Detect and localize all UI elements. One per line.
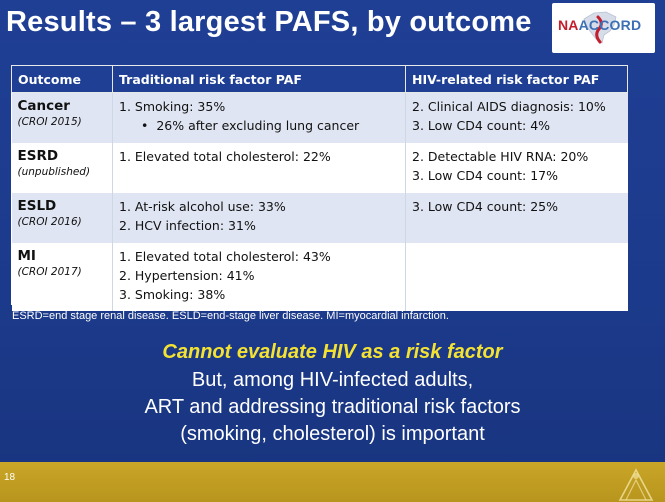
table-row bbox=[12, 193, 628, 243]
table-header-row bbox=[12, 66, 628, 93]
traditional-factor: 1. Elevated total cholesterol: 43% bbox=[119, 249, 331, 264]
footnote: ESRD=end stage renal disease. ESLD=end-stage liver disease. MI=myocardial infarction. bbox=[12, 310, 449, 322]
hiv-factor-empty bbox=[406, 243, 628, 311]
traditional-factor: 1. Smoking: 35% bbox=[119, 99, 226, 114]
header-outcome: Outcome bbox=[12, 66, 113, 93]
outcome-name: MI bbox=[17, 248, 36, 264]
traditional-factor: 1. At-risk alcohol use: 33% bbox=[119, 199, 286, 214]
traditional-factor: 3. Smoking: 38% bbox=[119, 287, 226, 302]
conclusion-line: (smoking, cholesterol) is important bbox=[180, 423, 485, 445]
traditional-subpoint: • 26% after excluding lung cancer bbox=[141, 118, 360, 133]
logo-prefix: NA bbox=[558, 17, 579, 33]
conclusion-highlight: Cannot evaluate HIV as a risk factor bbox=[162, 341, 503, 363]
outcome-source: (CROI 2017) bbox=[17, 266, 82, 278]
hiv-factor: 2. Detectable HIV RNA: 20% bbox=[412, 149, 589, 164]
table-row bbox=[12, 243, 628, 311]
outcome-source: (CROI 2016) bbox=[17, 216, 82, 228]
outcome-source: (CROI 2015) bbox=[17, 116, 82, 128]
traditional-subpoint-text: 26% after excluding lung cancer bbox=[156, 118, 360, 133]
hiv-factor: 3. Low CD4 count: 25% bbox=[412, 199, 559, 214]
na-accord-logo bbox=[552, 3, 655, 53]
table-row bbox=[12, 143, 628, 193]
logo-suffix: ACCORD bbox=[578, 17, 642, 33]
header-hiv: HIV-related risk factor PAF bbox=[406, 66, 628, 93]
university-seal-icon bbox=[616, 462, 656, 502]
page-number: 18 bbox=[4, 472, 16, 483]
results-table bbox=[11, 65, 628, 305]
table-row bbox=[12, 93, 628, 144]
hiv-factor: 3. Low CD4 count: 17% bbox=[412, 168, 559, 183]
header-traditional: Traditional risk factor PAF bbox=[113, 66, 406, 93]
hiv-factor: 2. Clinical AIDS diagnosis: 10% bbox=[412, 99, 606, 114]
logo-text bbox=[558, 17, 641, 33]
conclusion-line: ART and addressing traditional risk factors bbox=[144, 396, 521, 418]
outcome-name: ESRD bbox=[17, 148, 59, 164]
outcome-name: Cancer bbox=[17, 98, 70, 114]
traditional-factor: 2. HCV infection: 31% bbox=[119, 218, 256, 233]
outcome-name: ESLD bbox=[17, 198, 57, 214]
traditional-factor: 2. Hypertension: 41% bbox=[119, 268, 255, 283]
footer-bar bbox=[0, 462, 665, 502]
outcome-source: (unpublished) bbox=[17, 166, 91, 178]
conclusion-line: But, among HIV-infected adults, bbox=[191, 369, 474, 391]
hiv-factor: 3. Low CD4 count: 4% bbox=[412, 118, 551, 133]
traditional-factor: 1. Elevated total cholesterol: 22% bbox=[119, 149, 331, 164]
slide-title: Results – 3 largest PAFS, by outcome bbox=[6, 6, 532, 38]
